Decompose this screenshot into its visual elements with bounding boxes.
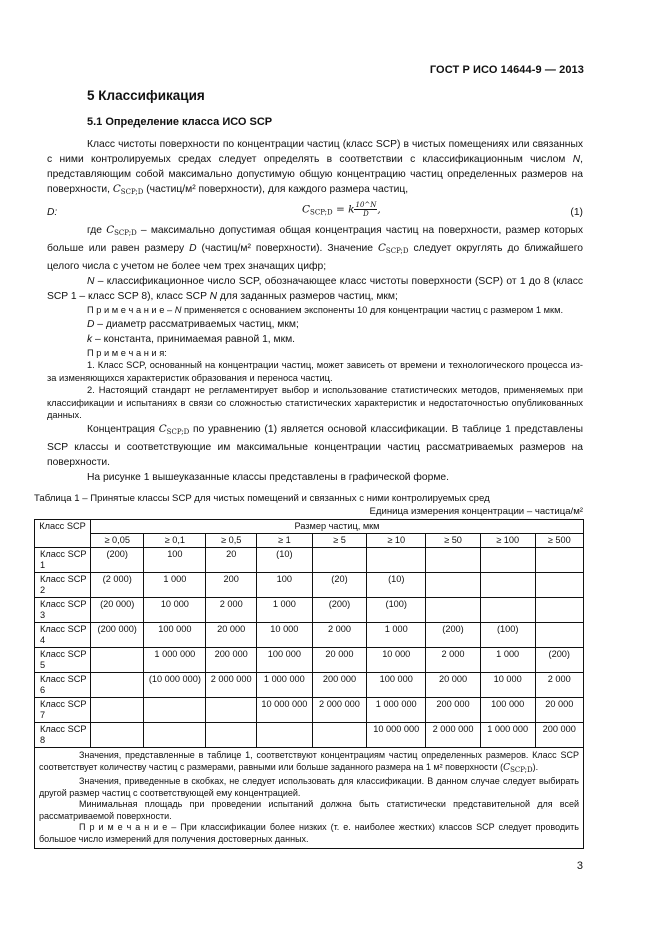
concentration-cell <box>480 573 535 598</box>
concentration-cell: (200 000) <box>91 623 144 648</box>
table-row <box>35 573 584 598</box>
symbol-c: C <box>378 242 386 254</box>
concentration-cell <box>535 548 583 573</box>
text-run: (частиц/м² поверхности). Значение <box>196 243 379 254</box>
class-label: Класс SCP 8 <box>35 723 91 748</box>
header-class: Класс SCP <box>35 520 91 548</box>
concentration-cell: 2 000 000 <box>206 673 257 698</box>
concentration-cell <box>426 598 481 623</box>
concentration-cell: 20 <box>206 548 257 573</box>
table-caption: Таблица 1 – Принятые классы SCP для чистых помещений и связанных с ними контролируемых сред <box>34 493 490 504</box>
formula-label: D: <box>47 207 58 218</box>
class-label: Класс SCP 2 <box>35 573 91 598</box>
formula-c: C <box>302 203 311 216</box>
formula-number: (1) <box>570 207 583 218</box>
paragraph-d-definition <box>47 317 583 332</box>
text-run: следует округлять до ближайшего целого числа с учетом не более чем трех значащих цифр; <box>47 243 584 272</box>
note-heading: П р и м е ч а н и е <box>87 305 165 315</box>
symbol-sub: SCP;D <box>114 229 137 237</box>
class-label: Класс SCP 7 <box>35 698 91 723</box>
class-label: Класс SCP 4 <box>35 623 91 648</box>
symbol-n: N <box>572 154 581 165</box>
body-text <box>47 137 583 485</box>
size-header-cell: ≥ 100 <box>480 534 535 548</box>
text-run: по уравнению (1) является основой классификации. В таблице 1 представлены SCP классы и соответствующие им максимальные концентрации частиц рассматриваемых размеров на поверхности. <box>47 423 583 468</box>
concentration-cell <box>91 648 144 673</box>
concentration-cell: 200 000 <box>426 698 481 723</box>
subsection-title: 5.1 Определение класса ИСО SCP <box>87 116 273 128</box>
concentration-cell: 10 000 <box>257 623 313 648</box>
concentration-cell: 2 000 000 <box>426 723 481 748</box>
size-header-cell: ≥ 0,05 <box>91 534 144 548</box>
fraction-numerator: 10^N <box>355 201 377 209</box>
text-run: для заданных размеров частиц, мкм; <box>217 291 398 302</box>
text-run: – константа, принимаемая равной 1, мкм. <box>92 333 296 345</box>
concentration-cell: (200) <box>426 623 481 648</box>
text-run: , представляющим собой максимально допустимую общую концентрацию частиц определенных размеров на поверхности, <box>47 154 583 195</box>
concentration-cell: (20) <box>312 573 367 598</box>
concentration-cell: 200 000 <box>312 673 367 698</box>
concentration-cell: 2 000 <box>312 623 367 648</box>
symbol-c-scp <box>159 423 189 435</box>
concentration-cell: 20 000 <box>312 648 367 673</box>
table-row <box>35 673 584 698</box>
text-run: Значения, представленные в таблице 1, соответствуют концентрациям частиц определенных размеров. Класс SCP соответствует количеству частиц с размерами, равными или больше заданного размера на 1 м² поверхности ( <box>39 750 579 772</box>
text-run: – максимально допустимая общая концентрация частиц на поверхности, размер которых больше или равен размеру <box>47 225 584 254</box>
concentration-cell: (100) <box>480 623 535 648</box>
page-number: 3 <box>576 860 583 872</box>
table-note-c: Минимальная площадь при проведении испытаний должна быть статистически представительной для всей рассматриваемой поверхности. <box>39 799 579 821</box>
class-label: Класс SCP 1 <box>35 548 91 573</box>
size-header-cell: ≥ 0,5 <box>206 534 257 548</box>
concentration-cell <box>535 598 583 623</box>
concentration-cell: (100) <box>367 598 426 623</box>
paragraph-figure-ref: На рисунке 1 вышеуказанные классы представлены в графической форме. <box>87 471 449 483</box>
concentration-cell: 20 000 <box>426 673 481 698</box>
text-run: (частиц/м² поверхности), для каждого размера частиц, <box>143 184 409 195</box>
table-units: Единица измерения концентрации – частица/м² <box>369 506 583 517</box>
concentration-cell <box>91 698 144 723</box>
concentration-cell <box>480 548 535 573</box>
concentration-cell: 2 000 <box>426 648 481 673</box>
symbol-c: C <box>158 422 167 435</box>
size-header-row <box>35 534 584 548</box>
concentration-cell: 2 000 <box>206 598 257 623</box>
concentration-cell <box>535 573 583 598</box>
concentration-cell: 10 000 000 <box>367 723 426 748</box>
symbol-n: N <box>209 291 218 302</box>
paragraph-n-definition <box>47 274 583 304</box>
text-run: – диаметр рассматриваемых частиц, мкм; <box>94 318 299 330</box>
table-body <box>35 548 584 748</box>
formula-fraction <box>354 201 377 218</box>
symbol-c-scp <box>106 224 136 236</box>
concentration-cell <box>535 623 583 648</box>
note-exponent <box>47 304 583 317</box>
concentration-cell: (200) <box>535 648 583 673</box>
concentration-cell: 10 000 <box>144 598 206 623</box>
concentration-cell: 100 <box>257 573 313 598</box>
concentration-cell: 100 000 <box>257 648 313 673</box>
table-note-a <box>39 750 579 776</box>
concentration-cell <box>257 723 313 748</box>
concentration-cell: 1 000 <box>480 648 535 673</box>
concentration-cell: (10) <box>367 573 426 598</box>
table-note-d <box>39 822 579 845</box>
formula-k: = k <box>332 203 355 216</box>
table-notes <box>35 748 584 849</box>
concentration-cell: 100 000 <box>480 698 535 723</box>
symbol-c: C <box>503 762 511 773</box>
concentration-cell <box>480 598 535 623</box>
size-header-cell: ≥ 500 <box>535 534 583 548</box>
concentration-cell: 2 000 <box>535 673 583 698</box>
concentration-cell <box>426 548 481 573</box>
text-run: Концентрация <box>87 423 159 435</box>
table-row <box>35 598 584 623</box>
concentration-cell: 20 000 <box>206 623 257 648</box>
paragraph-concentration <box>47 422 583 470</box>
concentration-cell: 20 000 <box>535 698 583 723</box>
note-2: 2. Настоящий стандарт не регламентирует выбор и использование статистических методов, применяемых при классификации и испытаниях в связи со сложностью статистических характеристик и недостаточностью опубликованных данных. <box>47 385 583 420</box>
concentration-cell: (200) <box>91 548 144 573</box>
concentration-cell: 200 000 <box>535 723 583 748</box>
symbol-n: N <box>87 276 95 287</box>
concentration-cell <box>91 723 144 748</box>
symbol-c: C <box>112 183 121 195</box>
table-row <box>35 723 584 748</box>
concentration-cell: 1 000 <box>257 598 313 623</box>
note-1: 1. Класс SCP, основанный на концентрации частиц, может зависеть от времени и технологического процесса из-за изменяющихся характеристик образования и переноса частиц. <box>47 360 583 383</box>
table-row <box>35 648 584 673</box>
symbol-sub: SCP;D <box>510 765 533 774</box>
table-row <box>35 548 584 573</box>
concentration-cell: (2 000) <box>91 573 144 598</box>
paragraph-where <box>47 223 583 274</box>
symbol-d: D <box>87 318 95 330</box>
size-header-cell: ≥ 50 <box>426 534 481 548</box>
formula-1 <box>47 201 583 223</box>
concentration-cell: (200) <box>312 598 367 623</box>
formula-end: , <box>377 203 381 216</box>
text-run: – При классификации более низких (т. е. наиболее жестких) классов SCP следует проводить большое число измерений для получения достоверных данных. <box>39 822 579 844</box>
symbol-sub: SCP;D <box>385 247 409 255</box>
concentration-cell: 100 000 <box>144 623 206 648</box>
formula-sub: SCP;D <box>310 208 333 217</box>
text-run: ). <box>532 761 539 772</box>
concentration-cell: 10 000 <box>480 673 535 698</box>
concentration-cell <box>91 673 144 698</box>
concentration-cell <box>312 548 367 573</box>
text-run: Класс чистоты поверхности по концентрации частиц (класс SCP) в чистых помещениях или связанных с ними контролируемых средах следует определять в соответствии с классификационным числом <box>47 139 583 165</box>
concentration-cell <box>367 548 426 573</box>
note-heading: П р и м е ч а н и е <box>79 822 168 832</box>
paragraph-definition <box>47 137 583 200</box>
section-title: 5 Классификация <box>87 88 205 103</box>
concentration-cell: 1 000 000 <box>480 723 535 748</box>
text-run: – <box>164 305 175 315</box>
table-note-b: Значения, приведенные в скобках, не следует использовать для классификации. В данном случае следует выбирать другой размер частиц с соответствующей ему концентрацией. <box>39 776 579 798</box>
text-run: где <box>87 225 107 236</box>
size-header-cell: ≥ 1 <box>257 534 313 548</box>
concentration-cell: 1 000 <box>144 573 206 598</box>
document-header: ГОСТ Р ИСО 14644-9 — 2013 <box>429 64 584 76</box>
symbol-c-scp <box>503 763 532 773</box>
symbol-n: N <box>174 305 182 315</box>
concentration-cell <box>206 723 257 748</box>
symbol-c-scp <box>378 242 408 254</box>
concentration-cell: 2 000 000 <box>312 698 367 723</box>
concentration-cell: (10) <box>257 548 313 573</box>
table-row <box>35 623 584 648</box>
symbol-sub: SCP;D <box>166 427 190 436</box>
concentration-cell: 10 000 000 <box>257 698 313 723</box>
concentration-cell: (20 000) <box>91 598 144 623</box>
size-header-cell: ≥ 5 <box>312 534 367 548</box>
class-label: Класс SCP 3 <box>35 598 91 623</box>
size-header-cell: ≥ 0,1 <box>144 534 206 548</box>
concentration-cell: (10 000 000) <box>144 673 206 698</box>
fraction-denominator: D <box>363 210 369 218</box>
concentration-cell <box>144 698 206 723</box>
size-header-cell: ≥ 10 <box>367 534 426 548</box>
class-label: Класс SCP 6 <box>35 673 91 698</box>
concentration-cell: 100 <box>144 548 206 573</box>
concentration-cell: 1 000 000 <box>367 698 426 723</box>
concentration-cell <box>312 723 367 748</box>
symbol-k: k <box>87 333 93 345</box>
symbol-sub: SCP;D <box>120 188 144 196</box>
symbol-c: C <box>106 224 115 236</box>
concentration-cell <box>426 573 481 598</box>
concentration-cell: 100 000 <box>367 673 426 698</box>
text-run: применяется с основанием экспоненты 10 для концентрации частиц с размером 1 мкм. <box>181 305 564 315</box>
notes-heading: П р и м е ч а н и я: <box>87 347 167 358</box>
concentration-cell: 10 000 <box>367 648 426 673</box>
concentration-cell: 200 000 <box>206 648 257 673</box>
symbol-d: D <box>189 243 197 254</box>
paragraph-k-definition <box>47 332 583 347</box>
concentration-cell: 200 <box>206 573 257 598</box>
symbol-c-scp <box>113 183 143 195</box>
table-row <box>35 698 584 723</box>
formula-expression <box>302 201 381 221</box>
concentration-cell: 1 000 000 <box>257 673 313 698</box>
text-run: – классификационное число SCP, обозначающее класс чистоты поверхности (SCP) от 1 до 8 (класс SCP 1 – класс SCP 8), класс SCP <box>47 276 583 302</box>
header-particle-size: Размер частиц, мкм <box>91 520 584 534</box>
concentration-cell: 1 000 000 <box>144 648 206 673</box>
concentration-cell <box>206 698 257 723</box>
concentration-cell <box>144 723 206 748</box>
class-label: Класс SCP 5 <box>35 648 91 673</box>
scp-class-table <box>34 519 584 849</box>
concentration-cell: 1 000 <box>367 623 426 648</box>
